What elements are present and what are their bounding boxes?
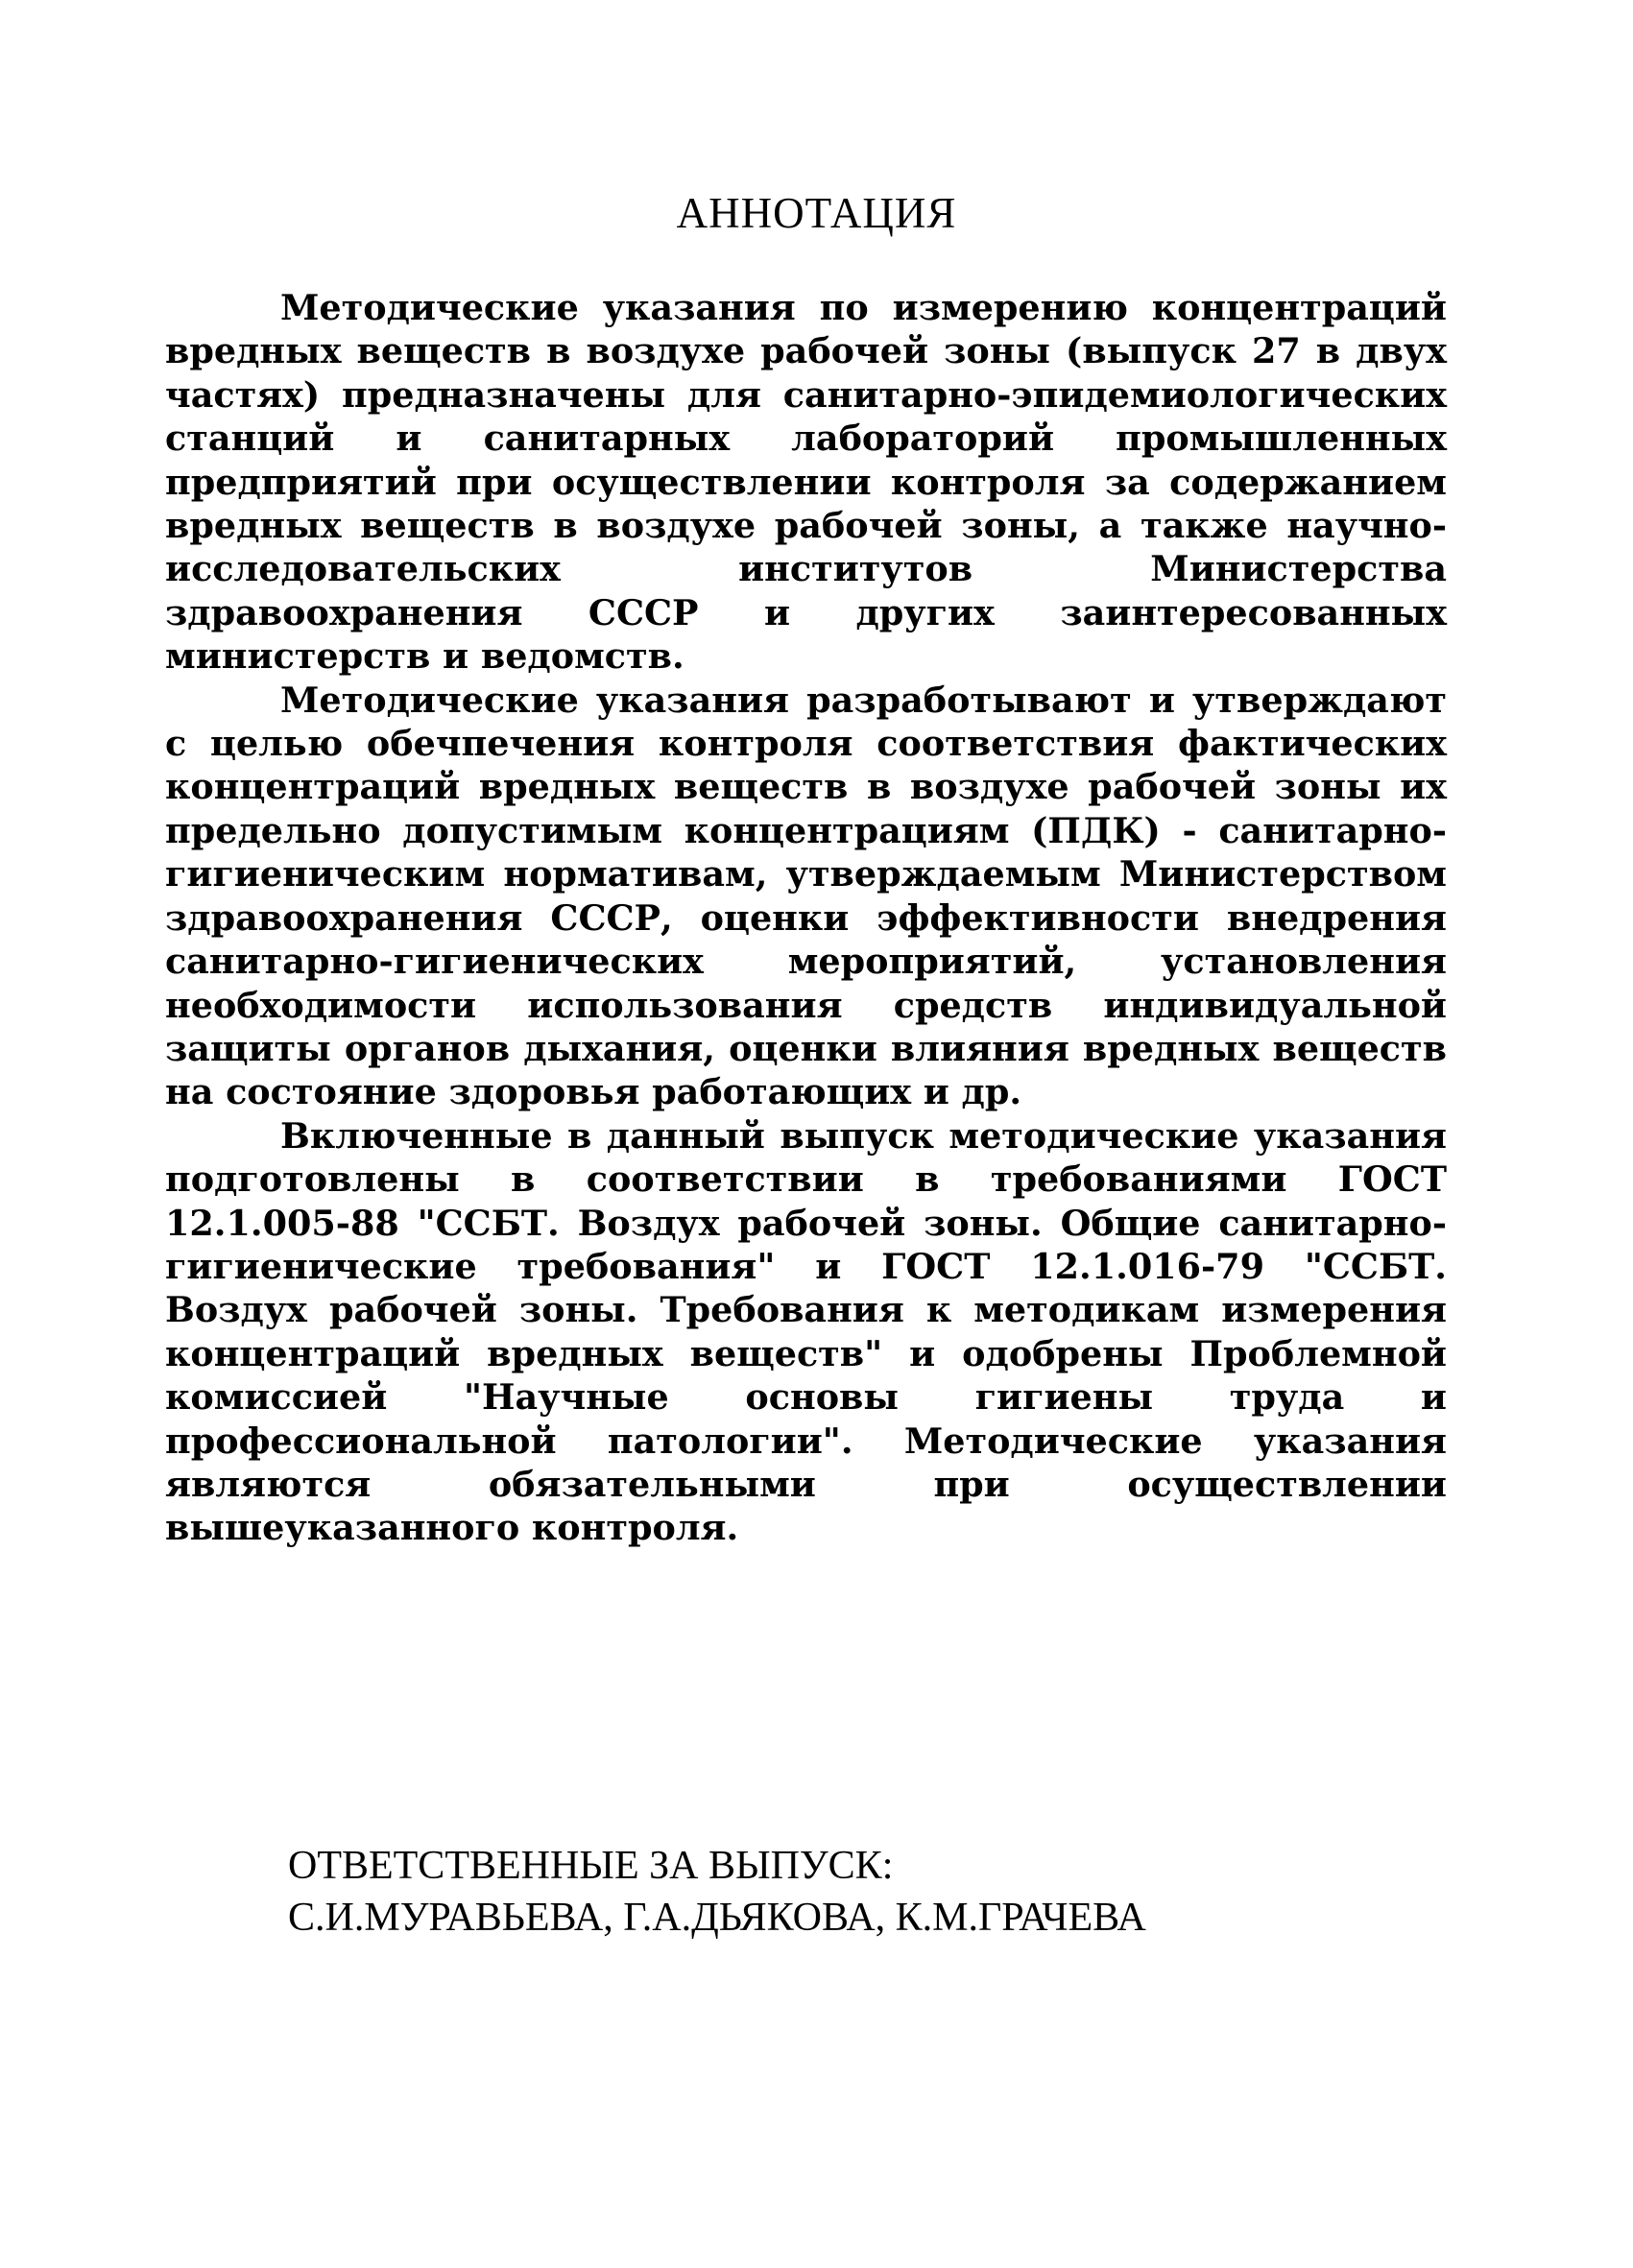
page-title: АННОТАЦИЯ: [676, 189, 957, 237]
paragraph-standards: Включенные в данный выпуск методические указания подготовлены в соответствии в требованиями ГОСТ 12.1.005-88 "ССБТ. Воздух рабочей зоны. Общие санитарно-гигиенические требования" и ГОСТ 12.1.016-79 "ССБТ. Воздух рабочей зоны. Требования к методикам измерения концентраций вредных веществ" и одобрены Проблемной комиссией "Научные основы гигиены труда и профессиональной патологии". Методические указания являются обязательными при осуществлении вышеуказанного контроля.: [165, 1114, 1447, 1549]
annotation-body: [165, 286, 1447, 1550]
responsible-heading: ОТВЕТСТВЕННЫЕ ЗА ВЫПУСК:: [288, 1844, 894, 1888]
paragraph-purpose: Методические указания по измерению концентраций вредных веществ в воздухе рабочей зоны (выпуск 27 в двух частях) предназначены для санитарно-эпидемиологических станций и санитарных лабораторий промышленных предприятий при осуществлении контроля за содержанием вредных веществ в воздухе рабочей зоны, а также научно-исследовательских институтов Министерства здравоохранения СССР и других заинтересованных министерств и ведомств.: [165, 287, 1447, 678]
responsible-block: [288, 1840, 1146, 1944]
responsible-names: С.И.МУРАВЬЕВА, Г.А.ДЬЯКОВА, К.М.ГРАЧЕВА: [288, 1896, 1146, 1940]
paragraph-goals: Методические указания разработывают и утверждают с целью обечпечения контроля соответствия фактических концентраций вредных веществ в воздухе рабочей зоны их предельно допустимым концентрациям (ПДК) - санитарно-гигиеническим нормативам, утверждаемым Министерством здравоохранения СССР, оценки эффективности внедрения санитарно-гигиенических мероприятий, установления необходимости использования средств индивидуальной защиты органов дыхания, оценки влияния вредных веществ на состояние здоровья работающих и др.: [165, 679, 1447, 1113]
